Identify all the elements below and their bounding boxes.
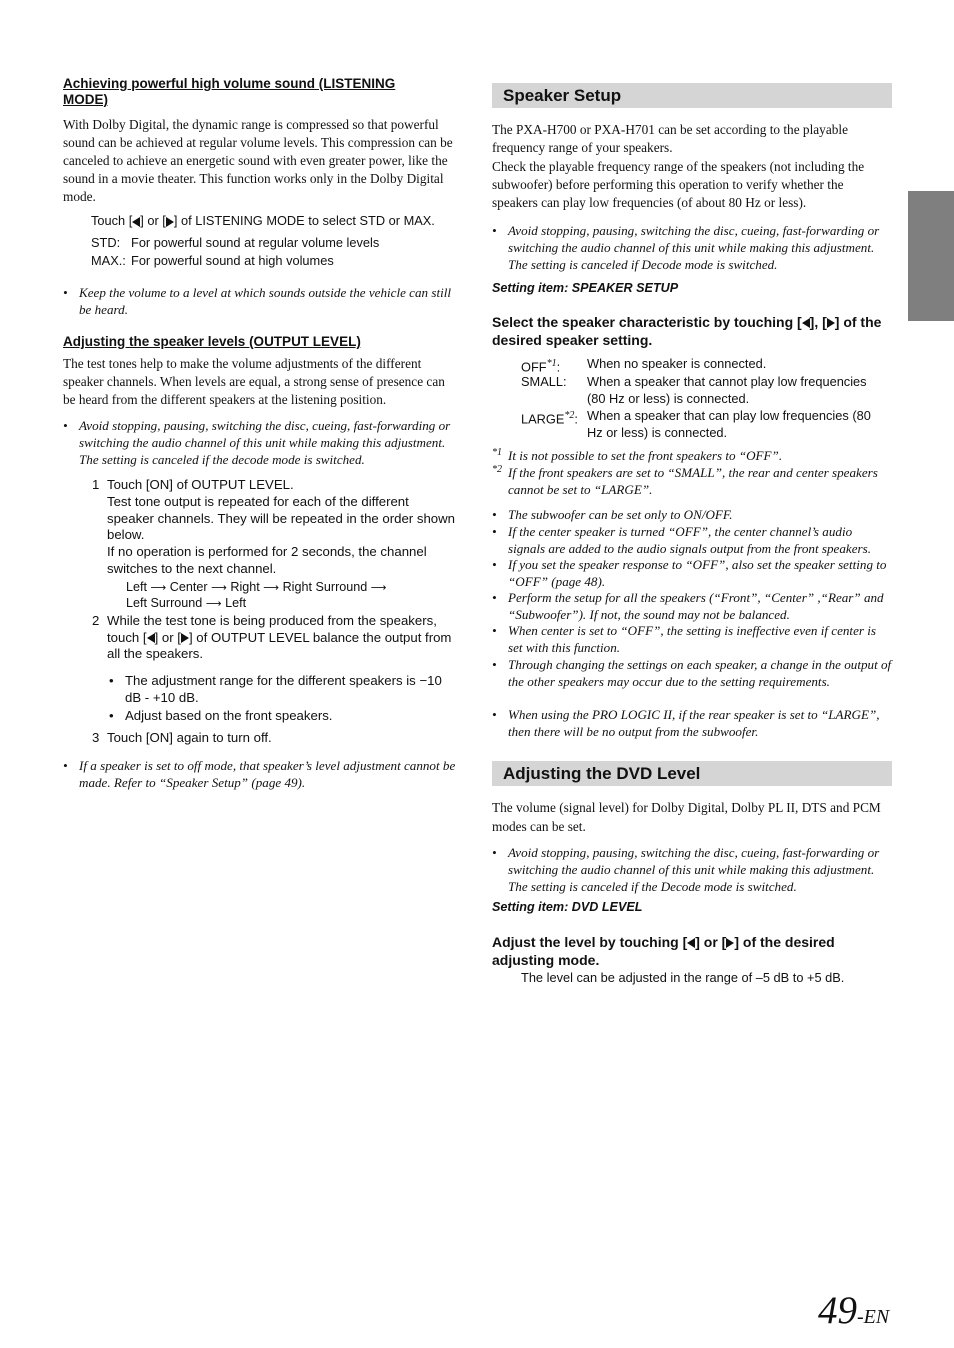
right-arrow-icon (166, 217, 174, 227)
step-2: While the test tone is being produced from the speakers, touch [ ] or [ ] of OUTPUT LEVEL balance the output from all the speakers. (107, 613, 452, 661)
listening-mode-note: • Keep the volume to a level at which sounds outside the vehicle can still be heard. (63, 285, 451, 317)
speaker-note-2: • If the center speaker is turned “OFF”, the center channel’s audio signals are added to the audio signals output from the front speakers. (492, 524, 871, 556)
speaker-note-4: • Perform the setup for all the speakers (“Front”, “Center” ,“Rear” and “Subwoofer”). If not, the sound may not be balanced. (492, 590, 884, 622)
off-description: When no speaker is connected. (587, 356, 767, 371)
speaker-setup-body-2: Check the playable frequency range of the speakers (not including the subwoofer) before performing this operation to verify whether the speakers can play low frequencies (of about 80 Hz or less). (492, 159, 865, 210)
speaker-setup-note: • Avoid stopping, pausing, switching the disc, cueing, fast-forwarding or switching the audio channel of this unit while making this adjustment. The setting is canceled if Decode mode is switched. (492, 223, 880, 272)
on-button-label: [ON] (145, 730, 173, 745)
step-1-number: 1 (92, 477, 100, 492)
large-label: LARGE$^{*2}$: (521, 410, 578, 427)
left-arrow-icon (147, 633, 155, 643)
listening-mode-heading: Achieving powerful high volume sound (LISTENING MODE) (63, 76, 396, 107)
large-description: When a speaker that can play low frequencies (80 Hz or less) is connected. (587, 408, 871, 440)
arrow-right-icon: ⟶ (370, 581, 387, 594)
speaker-setup-heading-bar (492, 83, 892, 108)
arrow-right-icon: ⟶ (211, 581, 227, 594)
output-level-note: • Avoid stopping, pausing, switching the disc, cueing, fast-forwarding or switching the audio channel of this unit while making this adjustment. The setting is canceled if the decode mode is switched. (63, 418, 451, 467)
arrow-right-icon: ⟶ (150, 581, 167, 594)
speaker-select-instruction: Select the speaker characteristic by touching [ ], [ ] of the desired speaker setting. (492, 314, 882, 348)
listening-mode-body: With Dolby Digital, the dynamic range is compressed so that powerful sound can be achieved at regular volume levels. This compression can be canceled to achieve an energetic sound with even greater power, like the sound in a movie theater. This function works only in the Dolby Digital mode. (63, 117, 453, 204)
step-1-description: Test tone output is repeated for each of the different speaker channels. They will be repeated in the order shown below. (107, 494, 455, 542)
step-2-bullet-2: • Adjust based on the front speakers. (109, 708, 333, 723)
step-2-bullet-1: • The adjustment range for the different speakers is −10 dB - +10 dB. (109, 673, 442, 705)
output-level-body: The test tones help to make the volume adjustments of the different speaker channels. When levels are equal, a strong sense of presence can be heard from the different speakers at the listening position. (63, 356, 445, 407)
dvd-level-body: The volume (signal level) for Dolby Digital, Dolby PL II, DTS and PCM modes can be set. (492, 800, 881, 834)
dvd-level-range: The level can be adjusted in the range of –5 dB to +5 dB. (521, 970, 845, 985)
dvd-level-heading-bar (492, 761, 892, 786)
small-label: SMALL: (521, 374, 567, 389)
dvd-level-heading: Adjusting the DVD Level (503, 764, 701, 783)
off-label: OFF$^{*1}$: (521, 358, 561, 375)
left-arrow-icon (802, 318, 810, 328)
arrow-right-icon: ⟶ (263, 581, 280, 594)
footnote-1: *1 It is not possible to set the front speakers to “OFF”. (492, 447, 783, 463)
small-description: When a speaker that cannot play low frequencies (80 Hz or less) is connected. (587, 374, 867, 406)
dvd-level-note: • Avoid stopping, pausing, switching the disc, cueing, fast-forwarding or switching the audio channel of this unit while making this adjustment. The setting is canceled if the Decode mode is switched. (492, 845, 880, 894)
step-3: Touch [ON] again to turn off. (107, 730, 272, 745)
step-1-description-2: If no operation is performed for 2 seconds, the channel switches to the next channel. (107, 544, 427, 576)
speaker-setup-heading: Speaker Setup (503, 86, 622, 105)
speaker-note-6: • Through changing the settings on each speaker, a change in the output of the other speakers may occur due to the setting requirements. (492, 657, 892, 689)
speaker-setup-setting-item: Setting item: SPEAKER SETUP (492, 281, 679, 295)
speaker-setup-body-1: The PXA-H700 or PXA-H701 can be set according to the playable frequency range of your speakers. (492, 122, 848, 155)
max-option: MAX.: For powerful sound at high volumes (91, 253, 334, 268)
step-2-number: 2 (92, 613, 100, 628)
listening-mode-instruction: Touch [ ] or [ ] of LISTENING MODE to select STD or MAX. (91, 213, 435, 228)
speaker-note-1: • The subwoofer can be set only to ON/OFF. (492, 507, 733, 522)
std-option: STD: For powerful sound at regular volume levels (91, 235, 380, 250)
right-arrow-icon (181, 633, 189, 643)
page-number: 49-EN (818, 1289, 890, 1332)
on-button-label: [ON] (145, 477, 173, 492)
footnote-2: *2 If the front speakers are set to “SMALL”, the rear and center speakers cannot be set to “LARGE”. (492, 464, 878, 497)
speaker-off-note: • If a speaker is set to off mode, that speaker’s level adjustment cannot be made. Refer to “Speaker Setup” (page 49). (63, 758, 456, 790)
section-tab-marker (908, 191, 954, 321)
right-arrow-icon (827, 318, 835, 328)
step-1: Touch [ON] of OUTPUT LEVEL. (107, 477, 294, 492)
speaker-note-7: • When using the PRO LOGIC II, if the rear speaker is set to “LARGE”, then there will be no output from the subwoofer. (492, 707, 880, 739)
channel-order-line-2: Left Surround ⟶ Left (126, 596, 247, 610)
step-3-number: 3 (92, 730, 100, 745)
channel-order-line-1: Left ⟶ Center ⟶ Right ⟶ Right Surround ⟶ (126, 580, 387, 594)
speaker-note-3: • If you set the speaker response to “OFF”, also set the speaker setting to “OFF” (page 48). (492, 557, 887, 589)
arrow-right-icon: ⟶ (205, 597, 222, 610)
dvd-adjust-instruction: Adjust the level by touching [ ] or [ ] of the desired adjusting mode. (492, 934, 835, 968)
speaker-note-5: • When center is set to “OFF”, the setting is ineffective even if center is set with this function. (492, 623, 876, 655)
dvd-level-setting-item: Setting item: DVD LEVEL (492, 900, 643, 914)
output-level-heading: Adjusting the speaker levels (OUTPUT LEVEL) (63, 334, 361, 349)
